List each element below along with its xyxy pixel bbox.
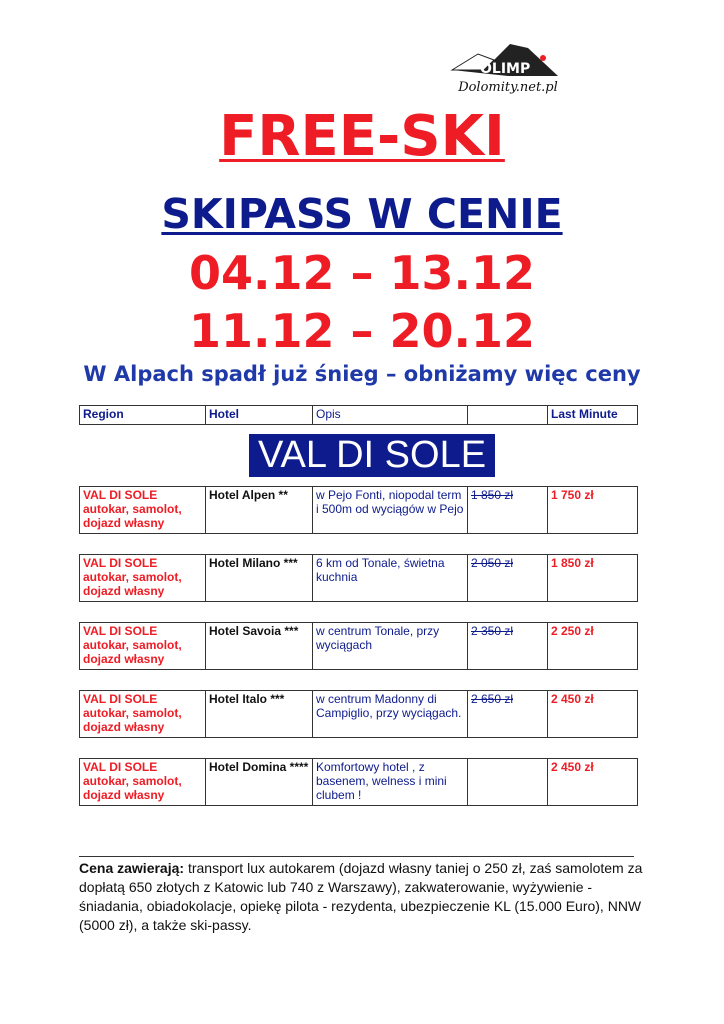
offer-old-price: 2 650 zł xyxy=(468,691,548,738)
offer-hotel: Hotel Milano *** xyxy=(206,555,313,602)
offer-row xyxy=(79,554,638,602)
price-includes-text: transport lux autokarem (dojazd własny taniej o 250 zł, zaś samolotem za dopłatą 650 złotych z Katowic lub 740 z Warszawy), zakwaterowanie, wyżywienie - śniadania, obiadokolacje, opiekę pilota - rezydenta, ubezpieczenie KL (15.000 Euro), NNW (5000 zł), a także ski-passy. xyxy=(79,860,643,933)
page-title: FREE-SKI xyxy=(219,104,505,169)
tagline: W Alpach spadł już śnieg – obniżamy więc ceny xyxy=(83,362,641,386)
offer-region: VAL DI SOLE autokar, samolot, dojazd własny xyxy=(80,487,206,534)
offer-old-price: 1 850 zł xyxy=(468,487,548,534)
date-range-1: 04.12 – 13.12 xyxy=(188,246,536,300)
offer-price: 2 450 zł xyxy=(548,759,638,806)
header-region: Region xyxy=(80,406,206,425)
price-includes-label: Cena zawierają: xyxy=(79,860,185,876)
offer-hotel: Hotel Italo *** xyxy=(206,691,313,738)
offer-region: VAL DI SOLE autokar, samolot, dojazd własny xyxy=(80,759,206,806)
offer-row xyxy=(79,486,638,534)
offer-hotel: Hotel Alpen ** xyxy=(206,487,313,534)
header-old-price xyxy=(468,406,548,425)
offer-region: VAL DI SOLE autokar, samolot, dojazd własny xyxy=(80,623,206,670)
offer-desc: Komfortowy hotel , z basenem, welness i mini clubem ! xyxy=(313,759,468,806)
footer-divider xyxy=(79,856,634,857)
mountain-logo-icon xyxy=(448,40,568,82)
offer-region: VAL DI SOLE autokar, samolot, dojazd własny xyxy=(80,555,206,602)
offer-old-price: 2 350 zł xyxy=(468,623,548,670)
header-hotel: Hotel xyxy=(206,406,313,425)
offer-price: 1 750 zł xyxy=(548,487,638,534)
page-subtitle: SKIPASS W CENIE xyxy=(161,190,563,238)
offer-row xyxy=(79,690,638,738)
header-desc: Opis xyxy=(313,406,468,425)
offer-price: 2 450 zł xyxy=(548,691,638,738)
section-title: VAL DI SOLE xyxy=(249,434,495,477)
offer-old-price xyxy=(468,759,548,806)
offer-hotel: Hotel Savoia *** xyxy=(206,623,313,670)
date-range-2: 11.12 – 20.12 xyxy=(188,304,536,358)
olimp-logo xyxy=(448,40,568,102)
offer-desc: w centrum Tonale, przy wyciągach xyxy=(313,623,468,670)
offer-desc: w centrum Madonny di Campiglio, przy wyciągach. xyxy=(313,691,468,738)
offer-hotel: Hotel Domina **** xyxy=(206,759,313,806)
price-includes xyxy=(79,859,645,935)
offer-row xyxy=(79,622,638,670)
offer-old-price: 2 050 zł xyxy=(468,555,548,602)
offers-table-header xyxy=(79,405,638,425)
logo-text: OLIMP xyxy=(480,61,531,77)
offer-desc: w Pejo Fonti, niopodal term i 500m od wyciągów w Pejo xyxy=(313,487,468,534)
header-last-minute: Last Minute xyxy=(548,406,638,425)
logo-caption: Dolomity.net.pl xyxy=(458,80,558,95)
offer-price: 1 850 zł xyxy=(548,555,638,602)
offer-desc: 6 km od Tonale, świetna kuchnia xyxy=(313,555,468,602)
offer-row xyxy=(79,758,638,806)
offer-price: 2 250 zł xyxy=(548,623,638,670)
offer-region: VAL DI SOLE autokar, samolot, dojazd własny xyxy=(80,691,206,738)
